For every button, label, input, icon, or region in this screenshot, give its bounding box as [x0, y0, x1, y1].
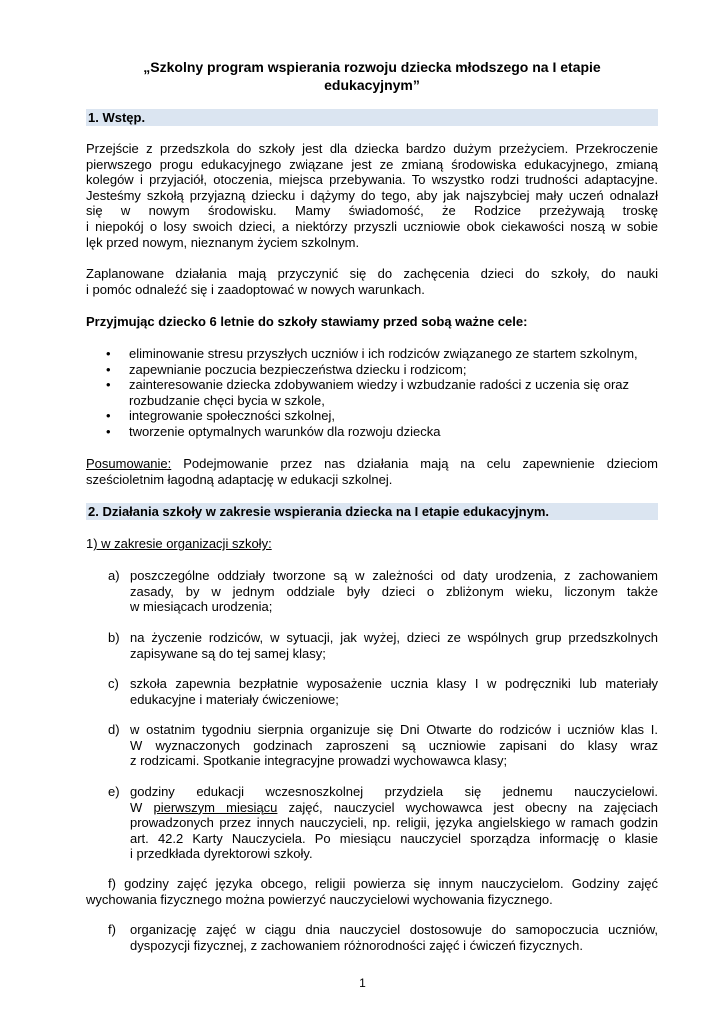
- list-item-b: b) na życzenie rodziców, w sytuacji, jak wyżej, dzieci ze wspólnych grup przedszkolnych zapisywane są do tej samej klasy;: [108, 630, 658, 661]
- section-1-heading: 1. Wstęp.: [86, 109, 658, 126]
- list-item-d: d) w ostatnim tygodniu sierpnia organizuje się Dni Otwarte do rodziców i uczniów klas I. W wyznaczonych godzinach zaproszeni są uczniowie zapisani do klasy wraz z rodzicami. Spotkanie integracyjne prowadzi wychowawca klasy;: [108, 722, 658, 769]
- list-item-e: e) godziny edukacji wczesnoszkolnej przydziela się jednemu nauczycielowi. W pierwszym miesiącu zajęć, nauczyciel wychowawca jest obecny na zajęciach prowadzonych przez innych nauczycieli, np. religii, języka angielskiego w ramach godzin art. 42.2 Karty Nauczyciela. Po miesiącu nauczyciel sporządza informację o klasie i przedkłada dyrektorowi szkoły.: [108, 784, 658, 862]
- summary-paragraph: Posumowanie: Podejmowanie przez nas działania mają na celu zapewnienie dzieciom sześcioletnim łagodną adaptację w edukacji szkolnej.: [86, 456, 658, 487]
- list-item-c: c) szkoła zapewnia bezpłatnie wyposażenie ucznia klasy I w podręczniki lub materiały edukacyjne i materiały ćwiczeniowe;: [108, 676, 658, 707]
- list-item-f-organization: f) organizację zajęć w ciągu dnia nauczyciel dostosowuje do samopoczucia uczniów, dyspozycji fizycznej, z zachowaniem różnorodności zajęć i ćwiczeń fizycznych.: [108, 922, 658, 953]
- summary-label: Posumowanie:: [86, 456, 172, 471]
- organization-subheading: 1) w zakresie organizacji szkoły:: [86, 536, 272, 551]
- goals-list: [86, 346, 658, 440]
- document-title: „Szkolny program wspierania rozwoju dziecka młodszego na I etapie edukacyjnym”: [143, 59, 601, 93]
- intro-paragraph: Przejście z przedszkola do szkoły jest dla dziecka bardzo dużym przeżyciem. Przekroczenie pierwszego progu edukacyjnego związane jest ze zmianą środowiska edukacyjnego, zmianą kolegów i przyjaciół, otoczenia, miejsca przebywania. To wszystko rodzi trudności adaptacyjne. Jesteśmy szkołą przyjazną dziecku i dążymy do tego, aby jak najszybciej mały uczeń odnalazł się w nowym środowisku. Mamy świadomość, że Rodzice przeżywają troskę i niepokój o losy swoich dzieci, a niektórzy przyszli uczniowie obok ciekawości noszą w sobie lęk przed nowym, nieznanym życiem szkolnym.: [86, 141, 658, 250]
- list-item-a: a) poszczególne oddziały tworzone są w zależności od daty urodzenia, z zachowaniem zasady, by w jednym oddziale były dzieci o zbliżonym wieku, liczonym także w miesiącach urodzenia;: [108, 568, 658, 615]
- page-number: 1: [359, 976, 366, 990]
- list-item: • zainteresowanie dziecka zdobywaniem wiedzy i wzbudzanie radości z uczenia się oraz rozbudzanie chęci bycia w szkole,: [86, 377, 658, 408]
- section-2-heading: 2. Działania szkoły w zakresie wspierania dziecka na I etapie edukacyjnym.: [86, 503, 658, 520]
- list-item-f-languages: f) godziny zajęć języka obcego, religii powierza się innym nauczycielom. Godziny zajęć wychowania fizycznego można powierzyć nauczycielowi wychowania fizycznego.: [86, 876, 658, 907]
- goals-heading: Przyjmując dziecko 6 letnie do szkoły stawiamy przed sobą ważne cele:: [86, 314, 528, 329]
- list-item: • tworzenie optymalnych warunków dla rozwoju dziecka: [86, 424, 658, 440]
- planned-actions-paragraph: Zaplanowane działania mają przyczynić się do zachęcenia dzieci do szkoły, do nauki i pomóc odnaleźć się i zaadoptować w nowych warunkach.: [86, 266, 658, 297]
- list-item: • zapewnianie poczucia bezpieczeństwa dziecku i rodzicom;: [86, 362, 658, 378]
- list-item: • integrowanie społeczności szkolnej,: [86, 408, 658, 424]
- list-item: • eliminowanie stresu przyszłych uczniów i ich rodziców związanego ze startem szkolnym,: [86, 346, 658, 362]
